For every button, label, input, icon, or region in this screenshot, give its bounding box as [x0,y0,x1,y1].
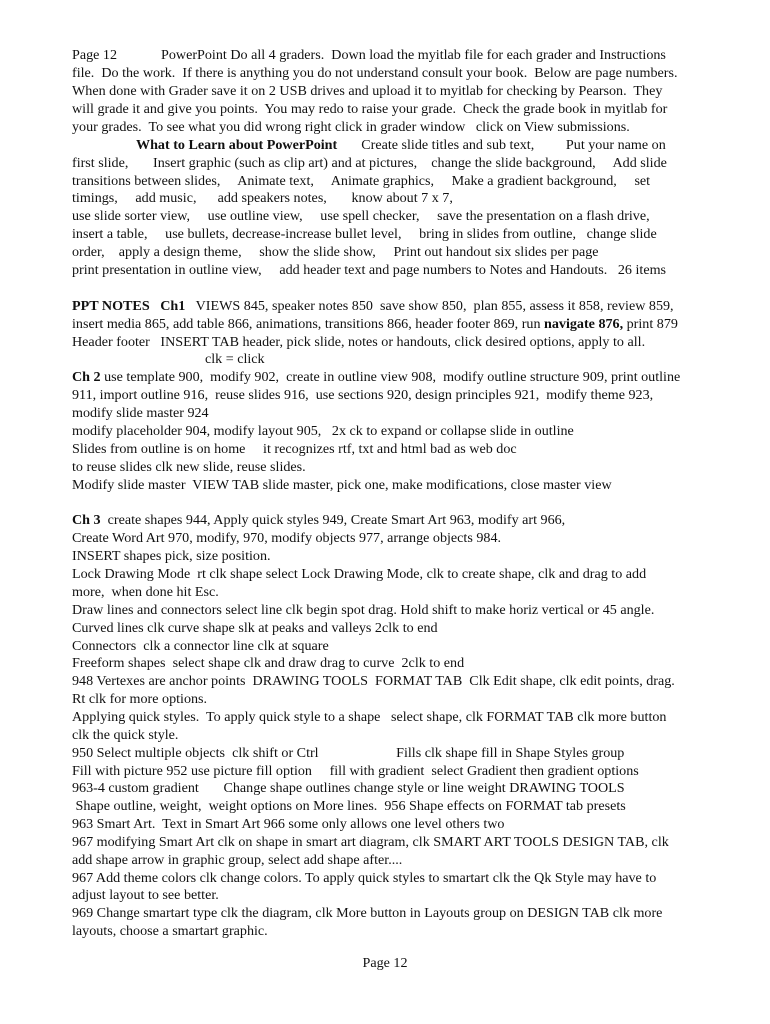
learn-first-text: Create slide titles and sub text, Put your name on [361,137,666,153]
ch3-line: 963-4 custom gradient Change shape outlines change style or line weight DRAWING TOOLS [72,780,625,796]
ch3-line: Shape outline, weight, weight options on More lines. 956 Shape effects on FORMAT tab presets [72,798,626,814]
learn-line: use slide sorter view, use outline view, use spell checker, save the presentation on a flash drive, [72,208,650,224]
ch2-label: Ch 2 [72,369,101,385]
ch3-line: layouts, choose a smartart graphic. [72,923,268,939]
header-title: PowerPoint Do all 4 graders. Down load the myitlab file for each grader and Instructions [161,47,666,63]
ch2-line: modify placeholder 904, modify layout 905, 2x ck to expand or collapse slide in outline [72,423,574,439]
ch3-line: Fill with picture 952 use picture fill option fill with gradient select Gradient then gradient options [72,763,639,779]
intro-line: file. Do the work. If there is anything you do not understand consult your book. Below are page numbers. [72,65,678,81]
learn-heading-line [136,137,666,155]
ch1-line [72,316,678,334]
ch3-line: Lock Drawing Mode rt clk shape select Lock Drawing Mode, clk to create shape, clk and drag to add [72,566,647,582]
ch3-line: Rt clk for more options. [72,691,208,707]
ch3-line: 967 Add theme colors clk change colors. To apply quick styles to smartart clk the Qk Style may have to [72,870,657,886]
ch3-line: Connectors clk a connector line clk at square [72,638,329,654]
ch1-text: VIEWS 845, speaker notes 850 save show 850, plan 855, assess it 858, review 859, [185,298,674,314]
ch3-line: clk the quick style. [72,727,179,743]
header-page-number: Page 12 [72,47,118,63]
ch3-line: 967 modifying Smart Art clk on shape in smart art diagram, clk SMART ART TOOLS DESIGN TAB, clk [72,834,669,850]
ch2-line: modify slide master 924 [72,405,209,421]
learn-heading: What to Learn about PowerPoint [136,137,338,153]
ch3-line: Applying quick styles. To apply quick style to a shape select shape, clk FORMAT TAB clk more button [72,709,667,725]
ch2-line: Modify slide master VIEW TAB slide master, pick one, make modifications, close master view [72,477,612,493]
ch3-line: adjust layout to see better. [72,887,219,903]
ch2-text: use template 900, modify 902, create in outline view 908, modify outline structure 909, print outline [100,369,681,385]
ch3-line: Draw lines and connectors select line clk begin spot drag. Hold shift to make horiz vertical or 45 angle. [72,602,655,618]
intro-line: your grades. To see what you did wrong right click in grader window click on View submissions. [72,119,630,135]
page-footer: Page 12 [362,955,408,972]
ch3-line: INSERT shapes pick, size position. [72,548,271,564]
ch3-text: create shapes 944, Apply quick styles 949, Create Smart Art 963, modify art 966, [100,512,566,528]
intro-line: When done with Grader save it on 2 USB drives and upload it to myitlab for checking by Pearson. They [72,83,663,99]
ch3-line: Create Word Art 970, modify, 970, modify objects 977, arrange objects 984. [72,530,502,546]
ch3-line: more, when done hit Esc. [72,584,219,600]
learn-line: transitions between slides, Animate text, Animate graphics, Make a gradient background, set [72,173,651,189]
learn-line: insert a table, use bullets, decrease-increase bullet level, bring in slides from outline, change slide [72,226,657,242]
learn-line: timings, add music, add speakers notes, know about 7 x 7, [72,190,453,206]
ch2-line: 911, import outline 916, reuse slides 916, use sections 920, design principles 921, modify theme 923, [72,387,654,403]
ch3-line: Curved lines clk curve shape slk at peaks and valleys 2clk to end [72,620,438,636]
ch3-line: add shape arrow in graphic group, select add shape after.... [72,852,403,868]
ch2-line: Slides from outline is on home it recognizes rtf, txt and html bad as web doc [72,441,517,457]
ch3-line [72,512,565,530]
intro-line: will grade it and give you points. You may redo to raise your grade. Check the grade book in myitlab for [72,101,668,117]
ch3-line: 963 Smart Art. Text in Smart Art 966 some only allows one level others two [72,816,505,832]
learn-line: order, apply a design theme, show the slide show, Print out handout six slides per page [72,244,599,260]
ch3-label: Ch 3 [72,512,101,528]
learn-line: print presentation in outline view, add header text and page numbers to Notes and Handouts. 26 items [72,262,667,278]
ch2-line: to reuse slides clk new slide, reuse slides. [72,459,306,475]
ch1-line2-text: insert media 865, add table 866, animations, transitions 866, header footer 869, run [72,316,545,332]
ch3-line: 969 Change smartart type clk the diagram, clk More button in Layouts group on DESIGN TAB clk more [72,905,663,921]
ch3-line: 950 Select multiple objects clk shift or Ctrl Fills clk shape fill in Shape Styles group [72,745,625,761]
ch1-line [72,298,674,316]
ch3-line: Freeform shapes select shape clk and draw drag to curve 2clk to end [72,655,465,671]
ch1-line2-end: print 879 [623,316,678,332]
ch2-line [72,369,680,387]
ch1-line: Header footer INSERT TAB header, pick slide, notes or handouts, click desired options, apply to all. [72,334,646,350]
learn-line: first slide, Insert graphic (such as clip art) and at pictures, change the slide background, Add slide [72,155,667,171]
ch1-navigate: navigate 876, [544,316,624,332]
ch1-click-note: clk = click [205,351,265,367]
header-line [72,47,666,65]
ch1-label: PPT NOTES Ch1 [72,298,186,314]
ch3-line: 948 Vertexes are anchor points DRAWING TOOLS FORMAT TAB Clk Edit shape, clk edit points, drag. [72,673,675,689]
